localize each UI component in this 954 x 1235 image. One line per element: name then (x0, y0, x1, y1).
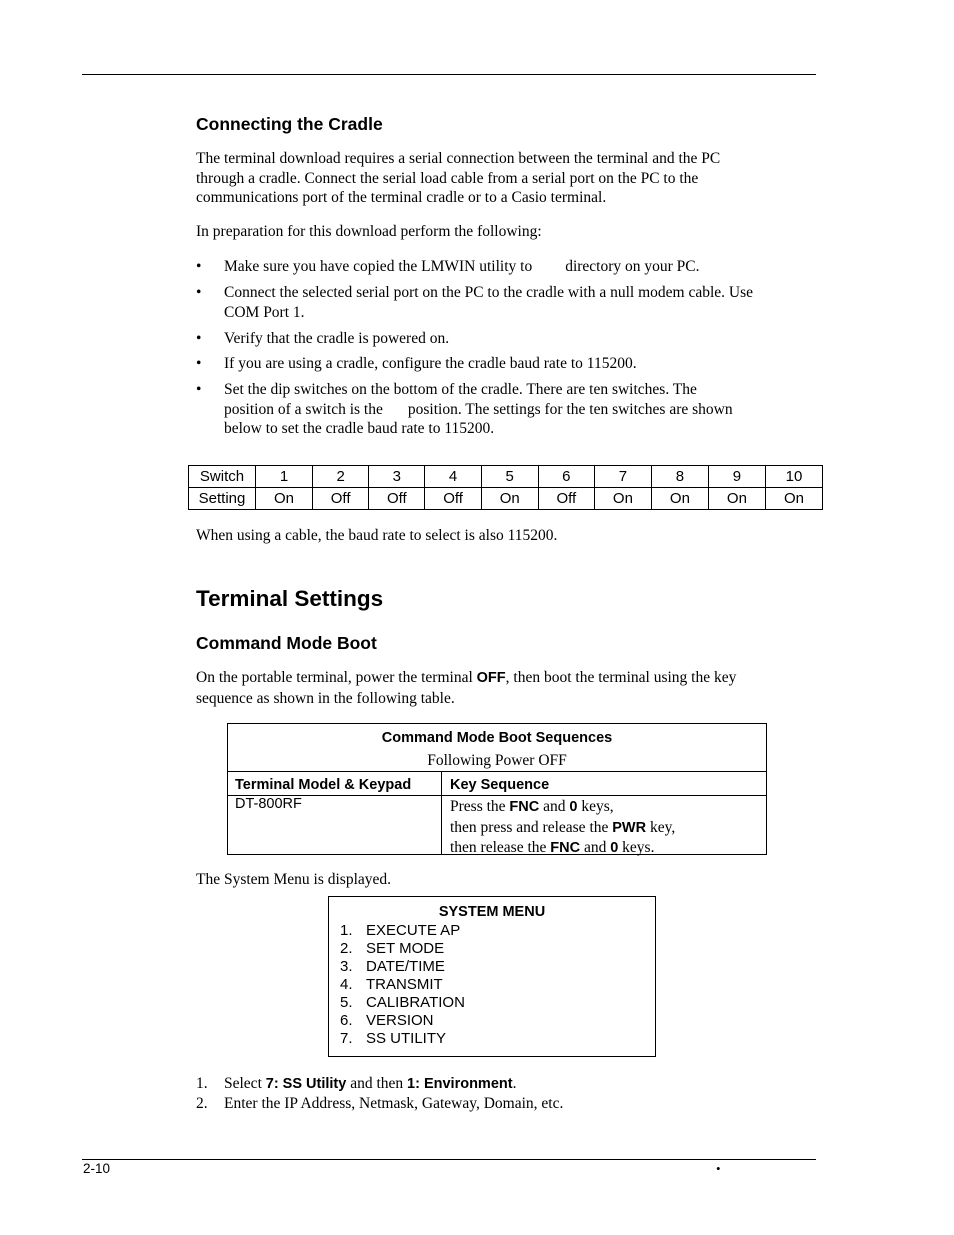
bullet-glyph: • (196, 355, 202, 372)
table-cell: On (594, 488, 651, 510)
menu-item (340, 994, 465, 1012)
menu-item (340, 1030, 446, 1048)
seq-text: then press and release the (450, 818, 609, 836)
step-text: and then (350, 1075, 404, 1092)
menu-item (340, 922, 460, 940)
dip-switch-table (188, 465, 823, 510)
step-text: Enter the IP Address, Netmask, Gateway, Domain, etc. (224, 1095, 564, 1112)
bullet-text: Set the dip switches on the bottom of the cradle. There are ten switches. The (224, 381, 697, 398)
preparation-paragraph: In preparation for this download perform the following: (196, 223, 542, 240)
bullet-text: Make sure you have copied the LMWIN utility to (224, 258, 533, 275)
bullet-text: If you are using a cradle, configure the cradle baud rate to 115200. (224, 355, 637, 372)
key-pwr: PWR (612, 819, 647, 836)
seq-text: and (583, 839, 607, 857)
menu-item-number: 5. (340, 994, 353, 1011)
bullet-glyph: • (196, 284, 202, 301)
intro-paragraph (196, 149, 816, 208)
table-cell: 8 (651, 466, 708, 488)
table-cell: Setting (189, 488, 256, 510)
key-zero: 0 (569, 799, 578, 815)
header-rule (82, 74, 816, 75)
menu-item-number: 7. (340, 1030, 353, 1047)
setting-row (189, 488, 823, 510)
table-title: Command Mode Boot Sequences (381, 730, 613, 746)
system-menu-box (328, 896, 656, 1057)
menu-item-label: SET MODE (366, 940, 445, 957)
menu-item-number: 2. (340, 940, 353, 957)
subheading-command-mode-boot: Command Mode Boot (196, 633, 377, 653)
menu-item (340, 1012, 434, 1030)
cable-note: When using a cable, the baud rate to select is also 115200. (196, 527, 558, 544)
menu-item (340, 940, 444, 958)
seq-text: key, (649, 818, 676, 836)
seq-text: keys. (622, 839, 655, 857)
menu-item-label: VERSION (366, 1012, 434, 1029)
table-cell: 3 (369, 466, 425, 488)
intro-line: communications port of the terminal cradle or to a Casio terminal. (196, 189, 607, 207)
table-cell: 2 (313, 466, 369, 488)
key-fnc: FNC (509, 799, 540, 815)
bullet-glyph: • (196, 258, 202, 275)
menu-item-label: TRANSMIT (366, 976, 443, 993)
bullet-glyph: • (196, 381, 202, 398)
system-menu-title: SYSTEM MENU (438, 904, 546, 920)
menu-item (340, 976, 443, 994)
table-divider (228, 795, 766, 796)
step-item (196, 1094, 816, 1114)
table-subtitle: Following Power OFF (427, 752, 567, 769)
table-cell: On (256, 488, 313, 510)
table-cell: On (708, 488, 765, 510)
key-sequence (450, 797, 675, 859)
intro-text: , then boot the terminal using the key (505, 669, 737, 686)
table-cell: On (765, 488, 822, 510)
menu-item-number: 1. (340, 922, 353, 939)
step-bold-environment: 1: Environment (407, 1076, 513, 1092)
switch-row (189, 466, 823, 488)
column-header-sequence: Key Sequence (450, 777, 550, 793)
key-zero: 0 (610, 840, 619, 857)
table-cell: 7 (594, 466, 651, 488)
menu-item-number: 3. (340, 958, 353, 975)
intro-bold-off: OFF (476, 670, 506, 686)
step-text: . (512, 1075, 517, 1092)
bullet-glyph: • (196, 330, 202, 347)
section-heading-connecting-cradle: Connecting the Cradle (196, 114, 383, 134)
table-cell: 10 (765, 466, 822, 488)
steps-list (196, 1074, 816, 1114)
menu-item (340, 958, 445, 976)
command-mode-table (227, 723, 767, 855)
bullet-text: Verify that the cradle is powered on. (224, 330, 450, 347)
menu-item-label: SS UTILITY (366, 1030, 447, 1047)
step-number: 2. (196, 1095, 208, 1112)
seq-text: Press the (450, 798, 506, 815)
menu-item-label: DATE/TIME (366, 958, 445, 975)
table-cell: 1 (256, 466, 313, 488)
table-cell: Off (538, 488, 594, 510)
seq-text: and (543, 798, 566, 815)
table-cell: On (651, 488, 708, 510)
page-number: 2-10 (83, 1161, 111, 1176)
command-mode-intro (196, 668, 816, 708)
table-cell: 4 (425, 466, 481, 488)
page-title-terminal-settings: Terminal Settings (196, 586, 384, 611)
bullet-text: COM Port 1. (224, 303, 305, 321)
terminal-model: DT-800RF (235, 796, 302, 812)
intro-text: sequence as shown in the following table. (196, 689, 455, 707)
key-fnc: FNC (550, 840, 581, 857)
menu-item-label: EXECUTE AP (366, 922, 461, 939)
bullet-text: position. The settings for the ten switches are shown (407, 400, 733, 418)
step-text: Select (224, 1075, 262, 1092)
menu-item-number: 6. (340, 1012, 353, 1029)
menu-item-label: CALIBRATION (366, 994, 465, 1011)
column-header-model: Terminal Model & Keypad (235, 777, 412, 793)
step-number: 1. (196, 1075, 208, 1092)
table-cell: Off (425, 488, 481, 510)
table-cell: 9 (708, 466, 765, 488)
table-divider (228, 771, 766, 772)
seq-text: then release the (450, 839, 547, 857)
table-column-divider (441, 772, 442, 854)
bullet-text: Connect the selected serial port on the PC to the cradle with a null modem cable. Use (224, 284, 753, 301)
bullet-text: below to set the cradle baud rate to 115200. (224, 420, 495, 438)
bullet-text: position of a switch is the (224, 400, 383, 418)
bullet-text: directory on your PC. (565, 258, 700, 275)
step-item (196, 1074, 816, 1094)
table-cell: 6 (538, 466, 594, 488)
menu-item-number: 4. (340, 976, 353, 993)
footer-rule (82, 1159, 816, 1160)
step-bold-ss-utility: 7: SS Utility (265, 1076, 347, 1092)
table-cell: On (481, 488, 538, 510)
table-cell: Switch (189, 466, 256, 488)
intro-line: The terminal download requires a serial connection between the terminal and the PC (196, 150, 721, 167)
table-cell: 5 (481, 466, 538, 488)
seq-text: keys, (581, 798, 614, 815)
table-cell: Off (369, 488, 425, 510)
table-cell: Off (313, 488, 369, 510)
system-menu-note: The System Menu is displayed. (196, 871, 392, 888)
intro-text: On the portable terminal, power the terminal (196, 669, 473, 686)
footer-bullet: • (716, 1161, 721, 1176)
intro-line: through a cradle. Connect the serial load cable from a serial port on the PC to the (196, 169, 699, 187)
